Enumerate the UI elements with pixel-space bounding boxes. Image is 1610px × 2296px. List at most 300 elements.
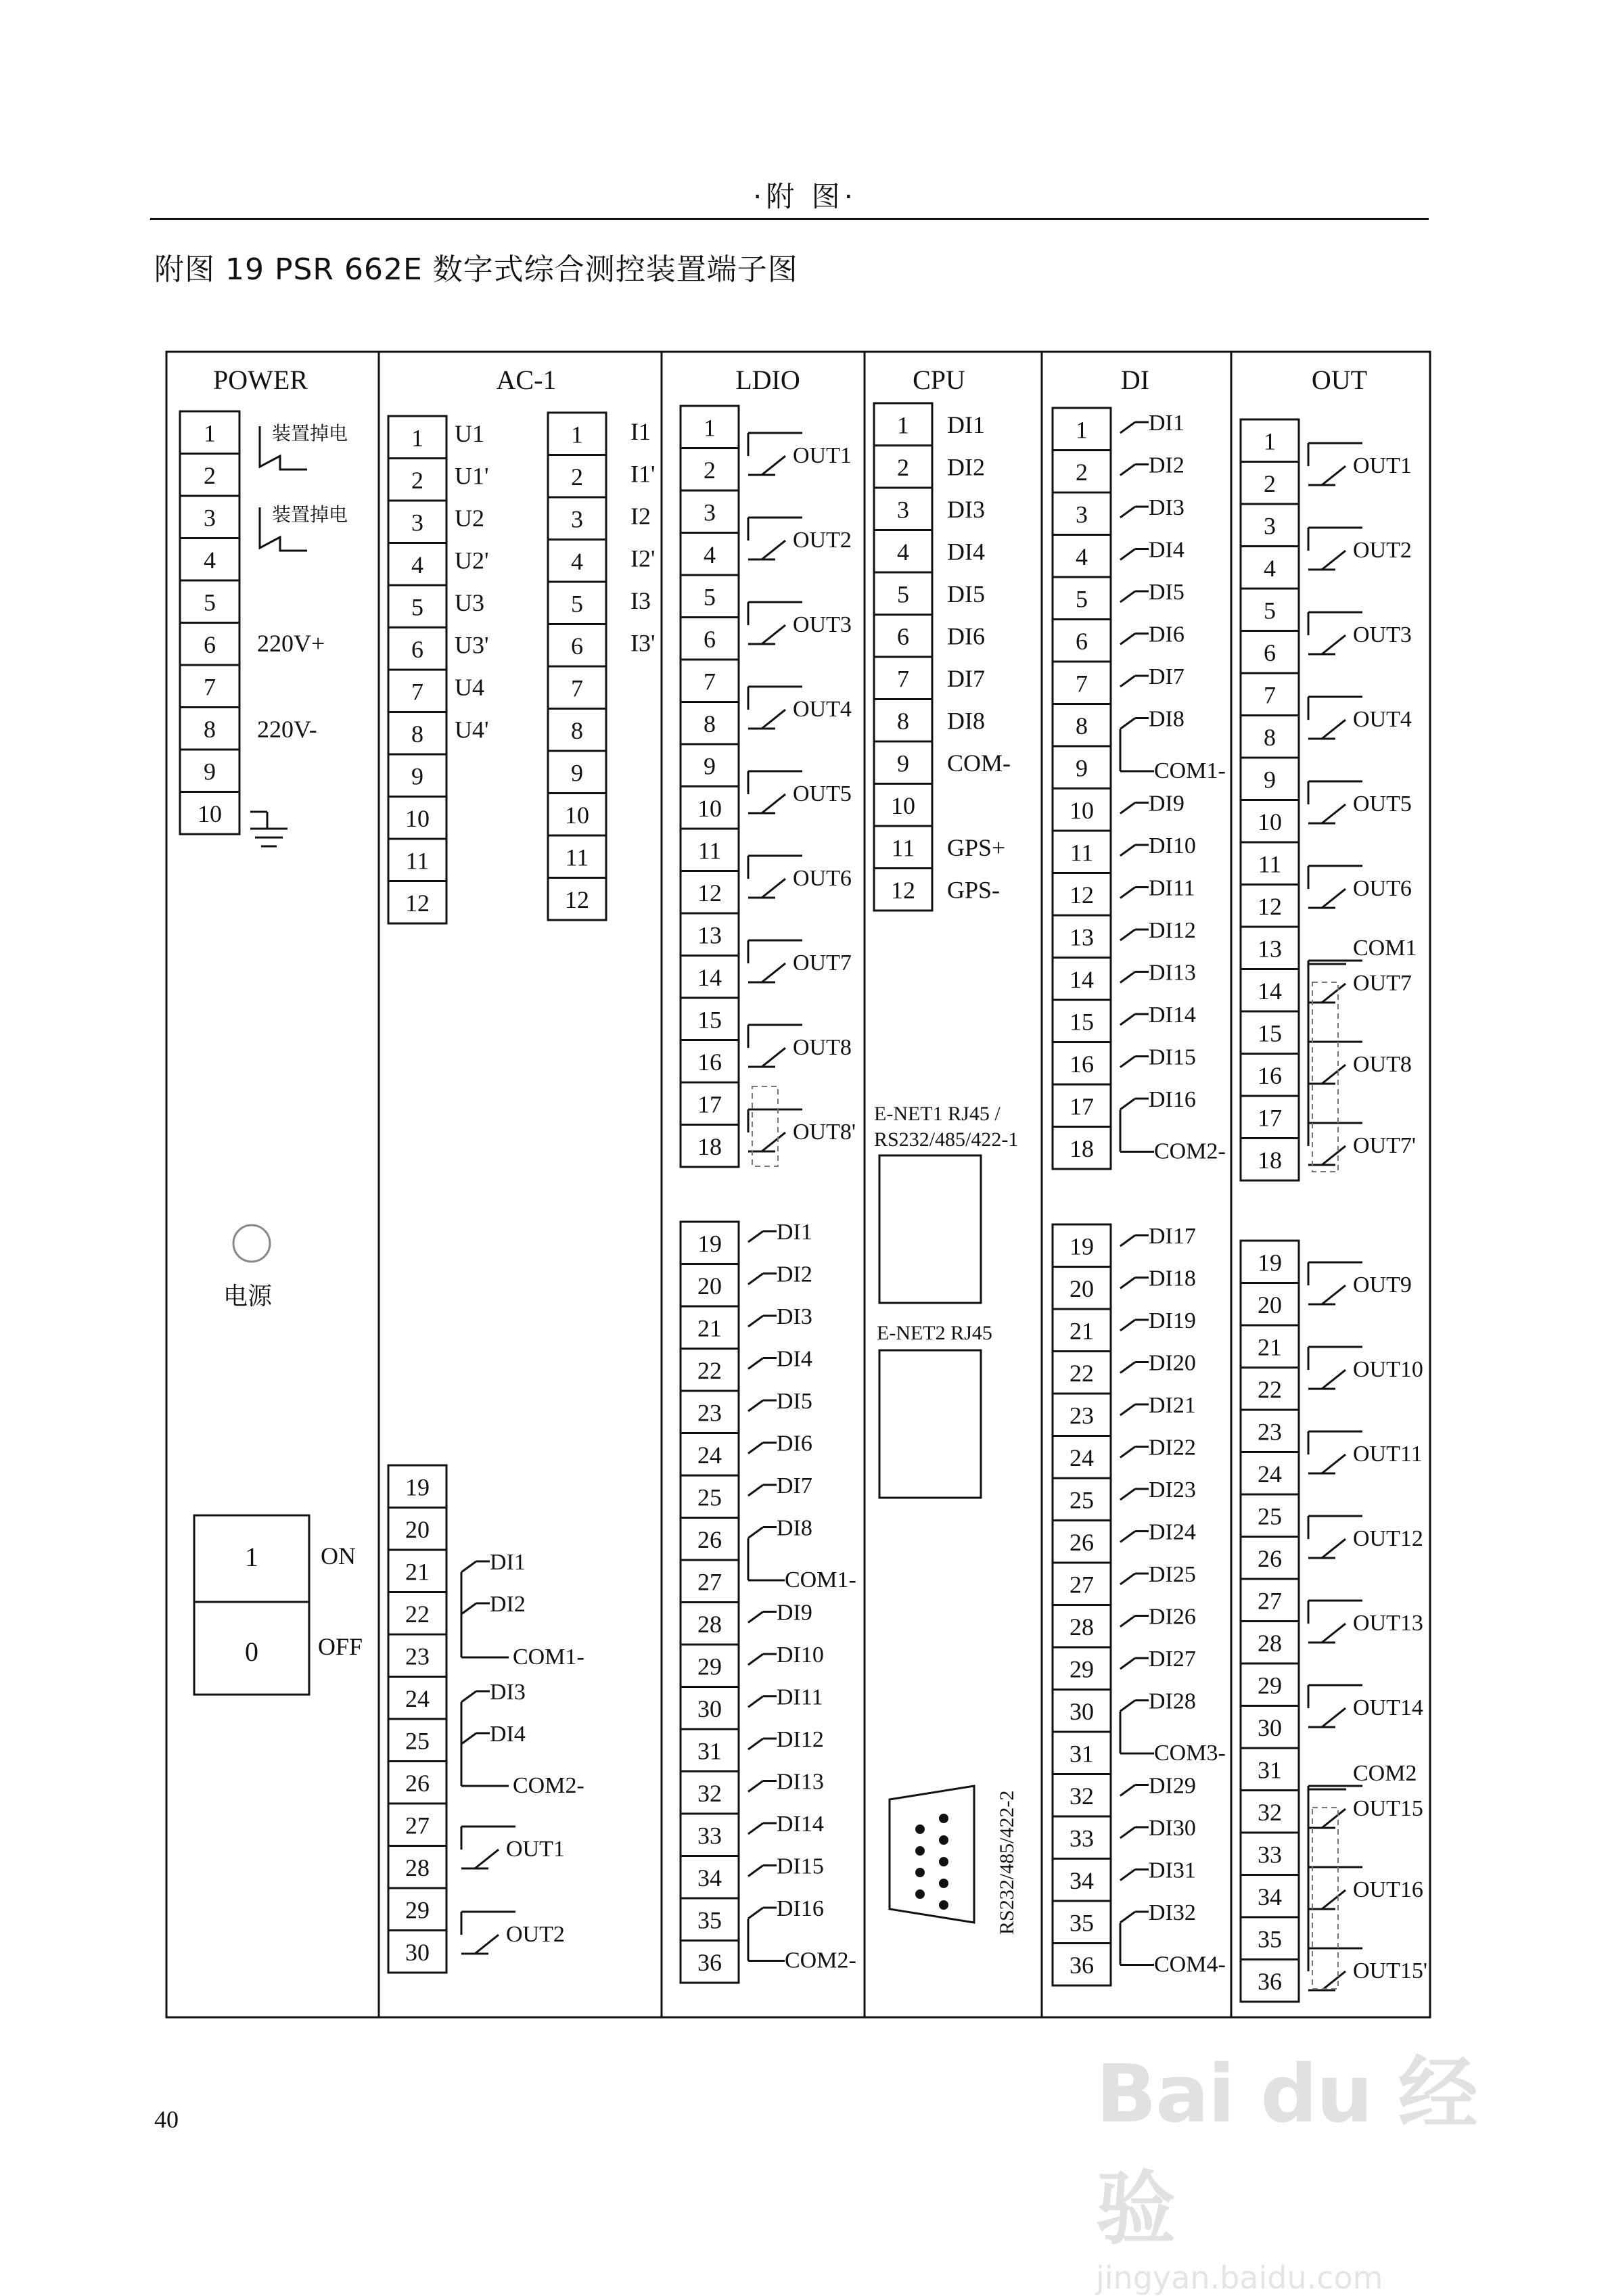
di-input-contact (1120, 1099, 1135, 1109)
di-input-contact (1120, 929, 1135, 940)
ldio-out-label: OUT5 (793, 781, 852, 807)
cpu-terminal-number: 7 (897, 665, 909, 693)
ldio-di-contact (748, 1274, 763, 1285)
out-upper-terminal-number: 11 (1258, 850, 1282, 878)
di-upper-terminal-number: 8 (1076, 712, 1088, 739)
figure-caption: 附图 19 PSR 662E 数字式综合测控装置端子图 (154, 252, 798, 287)
cpu-terminal-number: 12 (891, 876, 915, 904)
ldio-linked-contact-box (752, 1086, 778, 1166)
cpu-port1-label: E-NET1 RJ45 / (874, 1103, 1001, 1125)
di-lower-terminal-number: 29 (1070, 1655, 1094, 1683)
out-lower-terminal-number: 26 (1258, 1544, 1282, 1572)
out-upper-terminal-number: 10 (1258, 808, 1282, 835)
power-terminal-number: 8 (204, 715, 216, 743)
ldio-upper-terminal-number: 16 (697, 1048, 722, 1076)
ac1-right-terminal-number: 4 (571, 547, 583, 575)
di-input-label: DI3 (1149, 495, 1184, 520)
out-lower-terminal-number: 24 (1258, 1460, 1282, 1488)
ldio-di-contact (748, 1358, 763, 1369)
out-relay-contact (1322, 720, 1346, 739)
ac1-voltage-label: U4' (455, 716, 489, 743)
ac1-lower-terminal-number: 30 (405, 1938, 430, 1966)
ac1-right-terminal-number: 8 (571, 716, 583, 744)
cpu-terminal-number: 9 (897, 750, 909, 777)
di-input-contact (1120, 634, 1135, 645)
ldio-di-contact (748, 1316, 763, 1327)
out-lower-terminal-number: 31 (1258, 1756, 1282, 1784)
ac1-right-terminal-number: 3 (571, 505, 583, 533)
di-input-contact (1120, 465, 1135, 476)
ac1-voltage-label: U4 (455, 674, 484, 701)
label-220v-plus: 220V+ (257, 630, 325, 657)
out-relay-label: OUT16 (1353, 1877, 1423, 1903)
out-relay-contact (1322, 984, 1346, 1003)
ac1-com1-label: COM1- (513, 1645, 584, 1670)
ldio-di-label: DI3 (777, 1304, 812, 1329)
ac1-voltage-label: U3' (455, 631, 489, 659)
cpu-port2-label: E-NET2 RJ45 (877, 1322, 992, 1344)
di-input-contact (1120, 718, 1135, 729)
ac1-lower-terminal-number: 25 (405, 1727, 430, 1755)
ac1-right-terminal-number: 11 (565, 844, 589, 871)
cpu-terminal-number: 3 (897, 496, 909, 524)
di-upper-terminal-number: 15 (1070, 1008, 1094, 1036)
ldio-di-contact (748, 1443, 763, 1454)
ac1-left-terminal-number: 9 (411, 762, 423, 790)
di-input-contact (1120, 1912, 1135, 1923)
di-input-label: DI31 (1149, 1858, 1196, 1883)
ac1-di-contact (461, 1603, 476, 1614)
out-com2-label: COM2 (1353, 1761, 1417, 1786)
out-upper-terminal-number: 7 (1264, 681, 1276, 709)
out-upper-terminal-number: 9 (1264, 766, 1276, 794)
out-lower-terminal-number: 20 (1258, 1291, 1282, 1318)
ldio-out-label: OUT2 (793, 528, 852, 553)
power-terminal-number: 4 (204, 546, 216, 574)
di-input-contact (1120, 676, 1135, 687)
di-input-contact (1120, 1447, 1135, 1458)
ldio-di-label: DI6 (777, 1431, 812, 1456)
ac1-left-terminal-number: 1 (411, 424, 423, 452)
out-upper-terminal-number: 3 (1264, 512, 1276, 540)
di-lower-terminal-number: 26 (1070, 1528, 1094, 1556)
out-relay-label: OUT10 (1353, 1357, 1423, 1383)
di-input-label: DI26 (1149, 1604, 1196, 1630)
di-lower-terminal-number: 24 (1070, 1444, 1094, 1471)
ldio-upper-terminal-number: 10 (697, 794, 722, 822)
out-upper-terminal-number: 16 (1258, 1061, 1282, 1089)
ldio-upper-terminal-number: 2 (704, 456, 716, 484)
di-upper-terminal-number: 7 (1076, 670, 1088, 697)
ac1-lower-terminal-number: 26 (405, 1769, 430, 1797)
ldio-lower-terminal-number: 28 (697, 1610, 722, 1638)
out-relay-contact (1322, 804, 1346, 823)
ac1-lower-terminal-number: 27 (405, 1812, 430, 1839)
ac1-voltage-label: U1 (455, 420, 484, 447)
out-relay-contact (1322, 635, 1346, 654)
out-upper-terminal-number: 2 (1264, 469, 1276, 497)
di-input-label: DI7 (1149, 664, 1184, 689)
out-upper-terminal-number: 6 (1264, 639, 1276, 666)
di-upper-terminal-number: 3 (1076, 501, 1088, 528)
ac1-current-label: I2 (630, 503, 651, 530)
ac1-lower-terminal-number: 22 (405, 1600, 430, 1628)
di-upper-terminal-number: 9 (1076, 754, 1088, 782)
cpu-terminal-number: 11 (891, 834, 915, 862)
out-relay-contact (1322, 1809, 1346, 1828)
di-input-contact (1120, 1014, 1135, 1025)
ldio-com-label: COM2- (785, 1948, 856, 1973)
di-upper-terminal-number: 16 (1070, 1050, 1094, 1078)
ldio-lower-terminal-number: 23 (697, 1399, 722, 1427)
di-upper-terminal-number: 10 (1070, 796, 1094, 824)
ac1-lower-terminal-number: 29 (405, 1896, 430, 1924)
ac1-di-label: DI3 (490, 1680, 526, 1705)
di-upper-terminal-number: 13 (1070, 923, 1094, 951)
ldio-out8prime-label: OUT8' (793, 1120, 856, 1145)
out-relay-label: OUT15 (1353, 1796, 1423, 1822)
ldio-out-contact (762, 879, 785, 898)
di-input-contact (1120, 1870, 1135, 1881)
ac1-current-label: I3 (630, 587, 651, 614)
di-input-label: DI14 (1149, 1003, 1196, 1028)
di-upper-terminal-number: 6 (1076, 627, 1088, 655)
di-upper-terminal-number: 17 (1070, 1093, 1094, 1120)
di-lower-terminal-number: 32 (1070, 1782, 1094, 1810)
di-input-contact (1120, 1701, 1135, 1712)
power-indicator-label: 电源 (223, 1283, 273, 1310)
ldio-lower-terminal-number: 34 (697, 1864, 722, 1891)
out-relay-label: OUT7 (1353, 971, 1412, 996)
out-upper-terminal-number: 14 (1258, 977, 1282, 1005)
module-title-di: DI (1120, 365, 1150, 395)
out-relay-contact (1322, 1065, 1346, 1084)
ldio-di-contact (748, 1823, 763, 1834)
di-input-label: DI2 (1149, 453, 1184, 478)
ac1-current-label: I3' (630, 629, 656, 657)
ldio-di-label: DI8 (777, 1515, 812, 1541)
di-input-label: DI27 (1149, 1647, 1196, 1672)
power-terminal-number: 2 (204, 461, 216, 489)
baidu-watermark (1096, 2029, 1529, 2296)
power-indicator-led (233, 1225, 270, 1262)
di-lower-terminal-number: 33 (1070, 1824, 1094, 1852)
di-input-contact (1120, 549, 1135, 560)
db9-pin (939, 1900, 948, 1910)
di-upper-terminal-number: 1 (1076, 416, 1088, 444)
di-input-contact (1120, 507, 1135, 518)
di-upper-terminal-number: 11 (1070, 839, 1094, 867)
ldio-lower-terminal-number: 25 (697, 1484, 722, 1511)
di-input-label: DI8 (1149, 706, 1184, 732)
out-relay-label: OUT8 (1353, 1052, 1412, 1078)
module-title-ldio: LDIO (735, 365, 800, 395)
db9-pin (939, 1879, 948, 1888)
ldio-di-contact (748, 1400, 763, 1411)
out-upper-terminal-number: 4 (1264, 554, 1276, 582)
ldio-di-contact (748, 1781, 763, 1792)
di-lower-terminal-number: 27 (1070, 1571, 1094, 1599)
ac1-left-terminal-number: 6 (411, 635, 423, 663)
cpu-ethernet-port-1 (879, 1155, 981, 1303)
ac1-right-terminal-number: 1 (571, 421, 583, 449)
power-fail-label: 装置掉电 (272, 423, 348, 444)
ac1-lower-terminal-number: 28 (405, 1854, 430, 1881)
ldio-lower-terminal-number: 20 (697, 1272, 722, 1300)
out-relay-contact (1322, 1285, 1346, 1304)
di-input-contact (1120, 1658, 1135, 1669)
page-number: 40 (154, 2106, 179, 2133)
ldio-lower-terminal-number: 29 (697, 1653, 722, 1680)
power-terminal-number: 5 (204, 589, 216, 616)
out-relay-label: OUT1 (1353, 453, 1412, 479)
ldio-upper-terminal-number: 3 (704, 499, 716, 526)
cpu-label: DI8 (947, 707, 985, 735)
out-relay-contact (1322, 1539, 1346, 1558)
cpu-terminal-number: 6 (897, 622, 909, 650)
out-lower-terminal-number: 29 (1258, 1672, 1282, 1699)
ldio-lower-terminal-number: 31 (697, 1737, 722, 1765)
cpu-label: GPS+ (947, 834, 1006, 861)
cpu-label: DI6 (947, 622, 985, 650)
ldio-upper-terminal-number: 11 (697, 837, 722, 865)
di-input-label: DI32 (1149, 1900, 1196, 1925)
di-input-label: DI28 (1149, 1689, 1196, 1714)
out-lower-terminal-number: 28 (1258, 1629, 1282, 1657)
ldio-upper-terminal-number: 13 (697, 921, 722, 949)
out-relay-label: OUT6 (1353, 876, 1412, 902)
cpu-label: DI5 (947, 580, 985, 607)
ldio-out8prime-contact (762, 1132, 785, 1151)
di-lower-terminal-number: 31 (1070, 1740, 1094, 1768)
ac1-out1-contact (475, 1850, 499, 1868)
di-input-label: DI9 (1149, 791, 1184, 817)
di-input-label: DI6 (1149, 622, 1184, 647)
ldio-out-contact (762, 456, 785, 475)
di-upper-terminal-number: 2 (1076, 458, 1088, 486)
ldio-upper-terminal-number: 15 (697, 1006, 722, 1034)
ldio-upper-terminal-number: 7 (704, 668, 716, 695)
ldio-upper-terminal-number: 12 (697, 879, 722, 906)
di-input-label: DI10 (1149, 833, 1196, 858)
ldio-out-contact (762, 625, 785, 644)
di-lower-terminal-number: 20 (1070, 1275, 1094, 1302)
ac1-out2-label: OUT2 (506, 1922, 565, 1948)
ldio-lower-terminal-number: 24 (697, 1441, 722, 1469)
out-relay-label: OUT7' (1353, 1133, 1417, 1159)
ldio-lower-terminal-number: 30 (697, 1695, 722, 1722)
di-input-label: DI17 (1149, 1224, 1196, 1249)
di-upper-terminal-number: 18 (1070, 1134, 1094, 1162)
power-terminal-number: 7 (204, 673, 216, 701)
ldio-out-label: OUT3 (793, 612, 852, 638)
ac1-di-label: DI2 (490, 1592, 526, 1617)
switch-off-value: 0 (245, 1636, 258, 1667)
ac1-right-terminal-number: 5 (571, 590, 583, 618)
ac1-di-contact (461, 1733, 476, 1744)
out-relay-label: OUT12 (1353, 1526, 1423, 1552)
ldio-upper-terminal-number: 5 (704, 583, 716, 611)
ldio-out-contact (762, 794, 785, 813)
ac1-di-label: DI1 (490, 1550, 526, 1575)
out-lower-terminal-number: 36 (1258, 1967, 1282, 1995)
di-input-label: DI5 (1149, 580, 1184, 605)
power-terminal-number: 6 (204, 630, 216, 658)
out-relay-contact (1322, 889, 1346, 908)
di-input-contact (1120, 1785, 1135, 1796)
out-upper-terminal-number: 15 (1258, 1019, 1282, 1047)
di-input-label: DI4 (1149, 537, 1184, 563)
out-upper-terminal-number: 18 (1258, 1146, 1282, 1174)
ldio-com-label: COM1- (785, 1567, 856, 1592)
di-com-label: COM3- (1154, 1741, 1226, 1766)
power-terminal-number: 10 (198, 800, 222, 827)
cpu-label: DI7 (947, 665, 985, 692)
ldio-out-contact (762, 541, 785, 559)
di-upper-terminal-number: 14 (1070, 965, 1094, 993)
di-lower-terminal-number: 30 (1070, 1697, 1094, 1725)
ldio-di-contact (748, 1697, 763, 1707)
module-title-power: POWER (213, 365, 308, 395)
watermark-url: jingyan.baidu.com (1096, 2259, 1383, 2296)
di-input-contact (1120, 1320, 1135, 1331)
ldio-upper-terminal-number: 17 (697, 1090, 722, 1118)
di-input-contact (1120, 1057, 1135, 1067)
ldio-upper-terminal-number: 9 (704, 752, 716, 780)
ldio-lower-terminal-number: 26 (697, 1525, 722, 1553)
cpu-serial-label: RS232/485/422-2 (996, 1790, 1018, 1935)
power-terminal-number: 9 (204, 758, 216, 785)
ac1-left-terminal-number: 12 (405, 889, 430, 917)
di-input-contact (1120, 1489, 1135, 1500)
switch-on-value: 1 (245, 1542, 258, 1572)
ldio-out-label: OUT6 (793, 866, 852, 892)
ac1-right-terminal-number: 9 (571, 759, 583, 787)
ac1-left-terminal-number: 8 (411, 720, 423, 748)
out-relay-contact (1322, 1146, 1346, 1165)
ldio-upper-terminal-number: 4 (704, 541, 716, 568)
out-relay-label: OUT9 (1353, 1272, 1412, 1298)
out-linked-contact-box (1312, 982, 1338, 1172)
di-input-label: DI25 (1149, 1562, 1196, 1587)
out-upper-terminal-number: 17 (1258, 1104, 1282, 1132)
ac1-lower-terminal-number: 23 (405, 1643, 430, 1670)
ldio-di-contact (748, 1654, 763, 1665)
ac1-lower-terminal-number: 19 (405, 1473, 430, 1501)
di-input-label: DI13 (1149, 960, 1196, 986)
ac1-left-terminal-number: 3 (411, 509, 423, 536)
ldio-lower-terminal-number: 21 (697, 1314, 722, 1342)
di-input-contact (1120, 845, 1135, 856)
ldio-out-label: OUT1 (793, 443, 852, 469)
di-com-label: COM2- (1154, 1139, 1226, 1164)
di-input-contact (1120, 1278, 1135, 1289)
di-input-contact (1120, 1827, 1135, 1838)
ldio-di-label: DI16 (777, 1896, 824, 1921)
ldio-di-label: DI14 (777, 1812, 824, 1837)
module-title-ac1: AC-1 (496, 365, 557, 395)
ldio-lower-terminal-number: 19 (697, 1230, 722, 1258)
power-terminal-number: 3 (204, 504, 216, 532)
ldio-out-contact (762, 710, 785, 729)
ldio-di-label: DI9 (777, 1600, 812, 1626)
di-input-contact (1120, 1404, 1135, 1415)
di-input-label: DI30 (1149, 1816, 1196, 1841)
out-relay-label: OUT15' (1353, 1958, 1428, 1984)
ldio-upper-terminal-number: 6 (704, 625, 716, 653)
out-upper-terminal-number: 8 (1264, 723, 1276, 751)
ldio-di-contact (748, 1612, 763, 1623)
di-com-label: COM4- (1154, 1952, 1226, 1977)
di-lower-terminal-number: 34 (1070, 1866, 1094, 1894)
ldio-di-label: DI7 (777, 1473, 812, 1498)
di-input-label: DI29 (1149, 1773, 1196, 1799)
ac1-right-terminal-number: 7 (571, 674, 583, 702)
di-upper-terminal-number: 5 (1076, 585, 1088, 613)
ac1-voltage-label: U2' (455, 547, 489, 574)
ac1-right-terminal-number: 2 (571, 463, 583, 490)
ldio-lower-terminal-number: 32 (697, 1779, 722, 1807)
ldio-lower-terminal-number: 22 (697, 1356, 722, 1384)
out-relay-contact (1322, 466, 1346, 485)
ldio-lower-terminal-number: 36 (697, 1948, 722, 1976)
ldio-upper-terminal-number: 18 (697, 1132, 722, 1160)
ac1-com2-label: COM2- (513, 1773, 584, 1798)
ac1-di-label: DI4 (490, 1722, 526, 1747)
watermark-logo: Bai du 经验 (1096, 2047, 1477, 2255)
ldio-di-contact (748, 1485, 763, 1496)
out-relay-contact (1322, 1708, 1346, 1727)
di-input-label: DI15 (1149, 1044, 1196, 1070)
ac1-left-terminal-number: 4 (411, 551, 423, 578)
di-input-contact (1120, 888, 1135, 898)
ldio-di-contact (748, 1866, 763, 1877)
db9-pin (939, 1814, 948, 1823)
di-com-label: COM1- (1154, 758, 1226, 783)
cpu-terminal-number: 8 (897, 707, 909, 735)
ac1-out2-contact (475, 1935, 499, 1954)
out-lower-terminal-number: 32 (1258, 1798, 1282, 1826)
di-lower-terminal-number: 23 (1070, 1402, 1094, 1429)
di-upper-terminal-number: 4 (1076, 543, 1088, 570)
out-relay-label: OUT4 (1353, 707, 1412, 733)
ldio-out-label: OUT7 (793, 950, 852, 976)
ac1-current-label: I1 (630, 418, 651, 445)
ldio-di-contact (748, 1528, 763, 1538)
di-input-label: DI16 (1149, 1087, 1196, 1112)
cpu-terminal-number: 10 (891, 791, 915, 819)
ac1-left-terminal-number: 11 (405, 847, 430, 875)
ac1-lower-terminal-number: 20 (405, 1515, 430, 1543)
cpu-db9-serial-port (890, 1786, 974, 1923)
out-relay-contact (1322, 1971, 1346, 1990)
ldio-di-label: DI12 (777, 1727, 824, 1752)
out-relay-contact (1322, 1454, 1346, 1473)
ldio-di-label: DI1 (777, 1220, 812, 1245)
ac1-left-terminal-number: 10 (405, 804, 430, 832)
ldio-di-label: DI11 (777, 1684, 823, 1710)
module-title-cpu: CPU (913, 365, 965, 395)
ldio-out-label: OUT4 (793, 697, 852, 722)
out-lower-terminal-number: 30 (1258, 1714, 1282, 1741)
switch-on-label: ON (321, 1542, 356, 1569)
di-input-label: DI24 (1149, 1519, 1196, 1545)
out-com1-label: COM1 (1353, 936, 1417, 961)
di-input-contact (1120, 803, 1135, 814)
ldio-upper-terminal-number: 1 (704, 414, 716, 442)
di-input-label: DI22 (1149, 1435, 1196, 1461)
ac1-out1-label: OUT1 (506, 1837, 565, 1862)
